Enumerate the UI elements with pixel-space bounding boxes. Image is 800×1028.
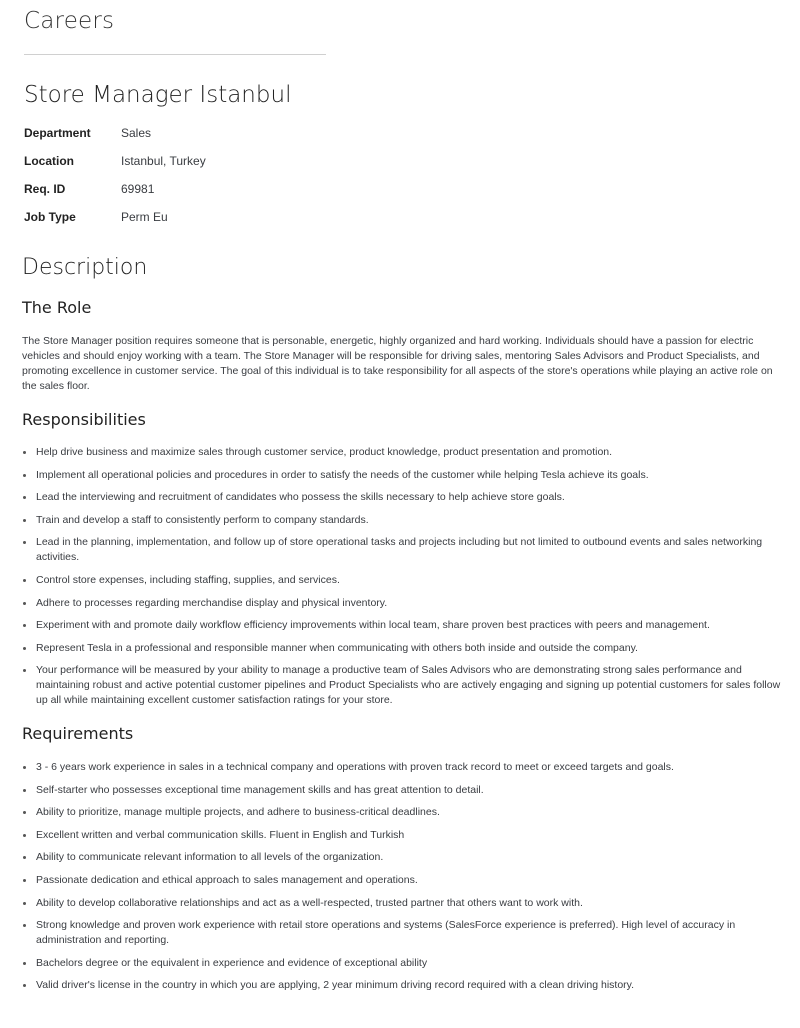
list-item: Implement all operational policies and procedures in order to satisfy the needs of the customer while helping Tesla achieve its goals. [22, 468, 788, 483]
list-item: Represent Tesla in a professional and responsible manner when communicating with others both inside and outside the company. [22, 641, 788, 656]
description-heading: Description [22, 255, 148, 280]
list-item: Experiment with and promote daily workflow efficiency improvements within local team, share proven best practices with peers and management. [22, 618, 788, 633]
requirements-heading: Requirements [22, 724, 134, 743]
list-item: Strong knowledge and proven work experience with retail store operations and systems (SalesForce experience is preferred). High level of accuracy in administration and reporting. [22, 918, 788, 948]
meta-row-location [24, 147, 424, 175]
list-item: Your performance will be measured by your ability to manage a productive team of Sales Advisors who are demonstrating strong sales performance and maintaining robust and active potential customer pipelines and Product Specialists who are actively engaging and signing up potential customers for sales follow up all while maintaining excellent customer satisfaction ratings for your store. [22, 663, 788, 708]
list-item: Ability to communicate relevant information to all levels of the organization. [22, 850, 788, 865]
meta-row-department [24, 119, 424, 147]
meta-value: 69981 [121, 182, 155, 196]
list-item: Help drive business and maximize sales through customer service, product knowledge, product presentation and promotion. [22, 445, 788, 460]
careers-heading[interactable]: Careers [24, 8, 115, 34]
role-heading: The Role [22, 298, 92, 317]
list-item: 3 - 6 years work experience in sales in a technical company and operations with proven track record to meet or exceed targets and goals. [22, 760, 788, 775]
responsibilities-heading: Responsibilities [22, 410, 146, 429]
meta-label: Department [24, 126, 91, 140]
list-item: Excellent written and verbal communication skills. Fluent in English and Turkish [22, 828, 788, 843]
meta-value: Perm Eu [121, 210, 168, 224]
list-item: Lead in the planning, implementation, and follow up of store operational tasks and projects including but not limited to outbound events and sales networking activities. [22, 535, 788, 565]
list-item: Adhere to processes regarding merchandise display and physical inventory. [22, 596, 788, 611]
meta-label: Location [24, 154, 74, 168]
requirements-list [22, 760, 788, 1001]
list-item: Passionate dedication and ethical approach to sales management and operations. [22, 873, 788, 888]
meta-label: Req. ID [24, 182, 66, 196]
responsibilities-list [22, 445, 788, 716]
meta-label: Job Type [24, 210, 76, 224]
meta-value: Istanbul, Turkey [121, 154, 206, 168]
meta-row-job-type [24, 203, 424, 231]
meta-row-req-id [24, 175, 424, 203]
list-item: Bachelors degree or the equivalent in experience and evidence of exceptional ability [22, 956, 788, 971]
list-item: Ability to prioritize, manage multiple projects, and adhere to business-critical deadlines. [22, 805, 788, 820]
list-item: Self-starter who possesses exceptional time management skills and has great attention to detail. [22, 783, 788, 798]
list-item: Train and develop a staff to consistently perform to company standards. [22, 513, 788, 528]
list-item: Lead the interviewing and recruitment of candidates who possess the skills necessary to help achieve store goals. [22, 490, 788, 505]
list-item: Control store expenses, including staffing, supplies, and services. [22, 573, 788, 588]
list-item: Valid driver's license in the country in which you are applying, 2 year minimum driving record required with a clean driving history. [22, 978, 788, 993]
meta-value: Sales [121, 126, 152, 140]
job-title: Store Manager Istanbul [24, 82, 292, 108]
job-meta [24, 119, 424, 231]
header-divider [24, 54, 326, 55]
role-text: The Store Manager position requires someone that is personable, energetic, highly organized and hard working. Individuals should have a passion for electric vehicles and should enjoy working with a team. The Store Manager will be responsible for driving sales, mentoring Sales Advisors and Product Specialists, and promoting excellence in customer service. The goal of this individual is to take responsibility for all aspects of the store's operations while playing an active role on the sales floor. [22, 335, 773, 392]
list-item: Ability to develop collaborative relationships and act as a well-respected, trusted partner that others want to work with. [22, 896, 788, 911]
